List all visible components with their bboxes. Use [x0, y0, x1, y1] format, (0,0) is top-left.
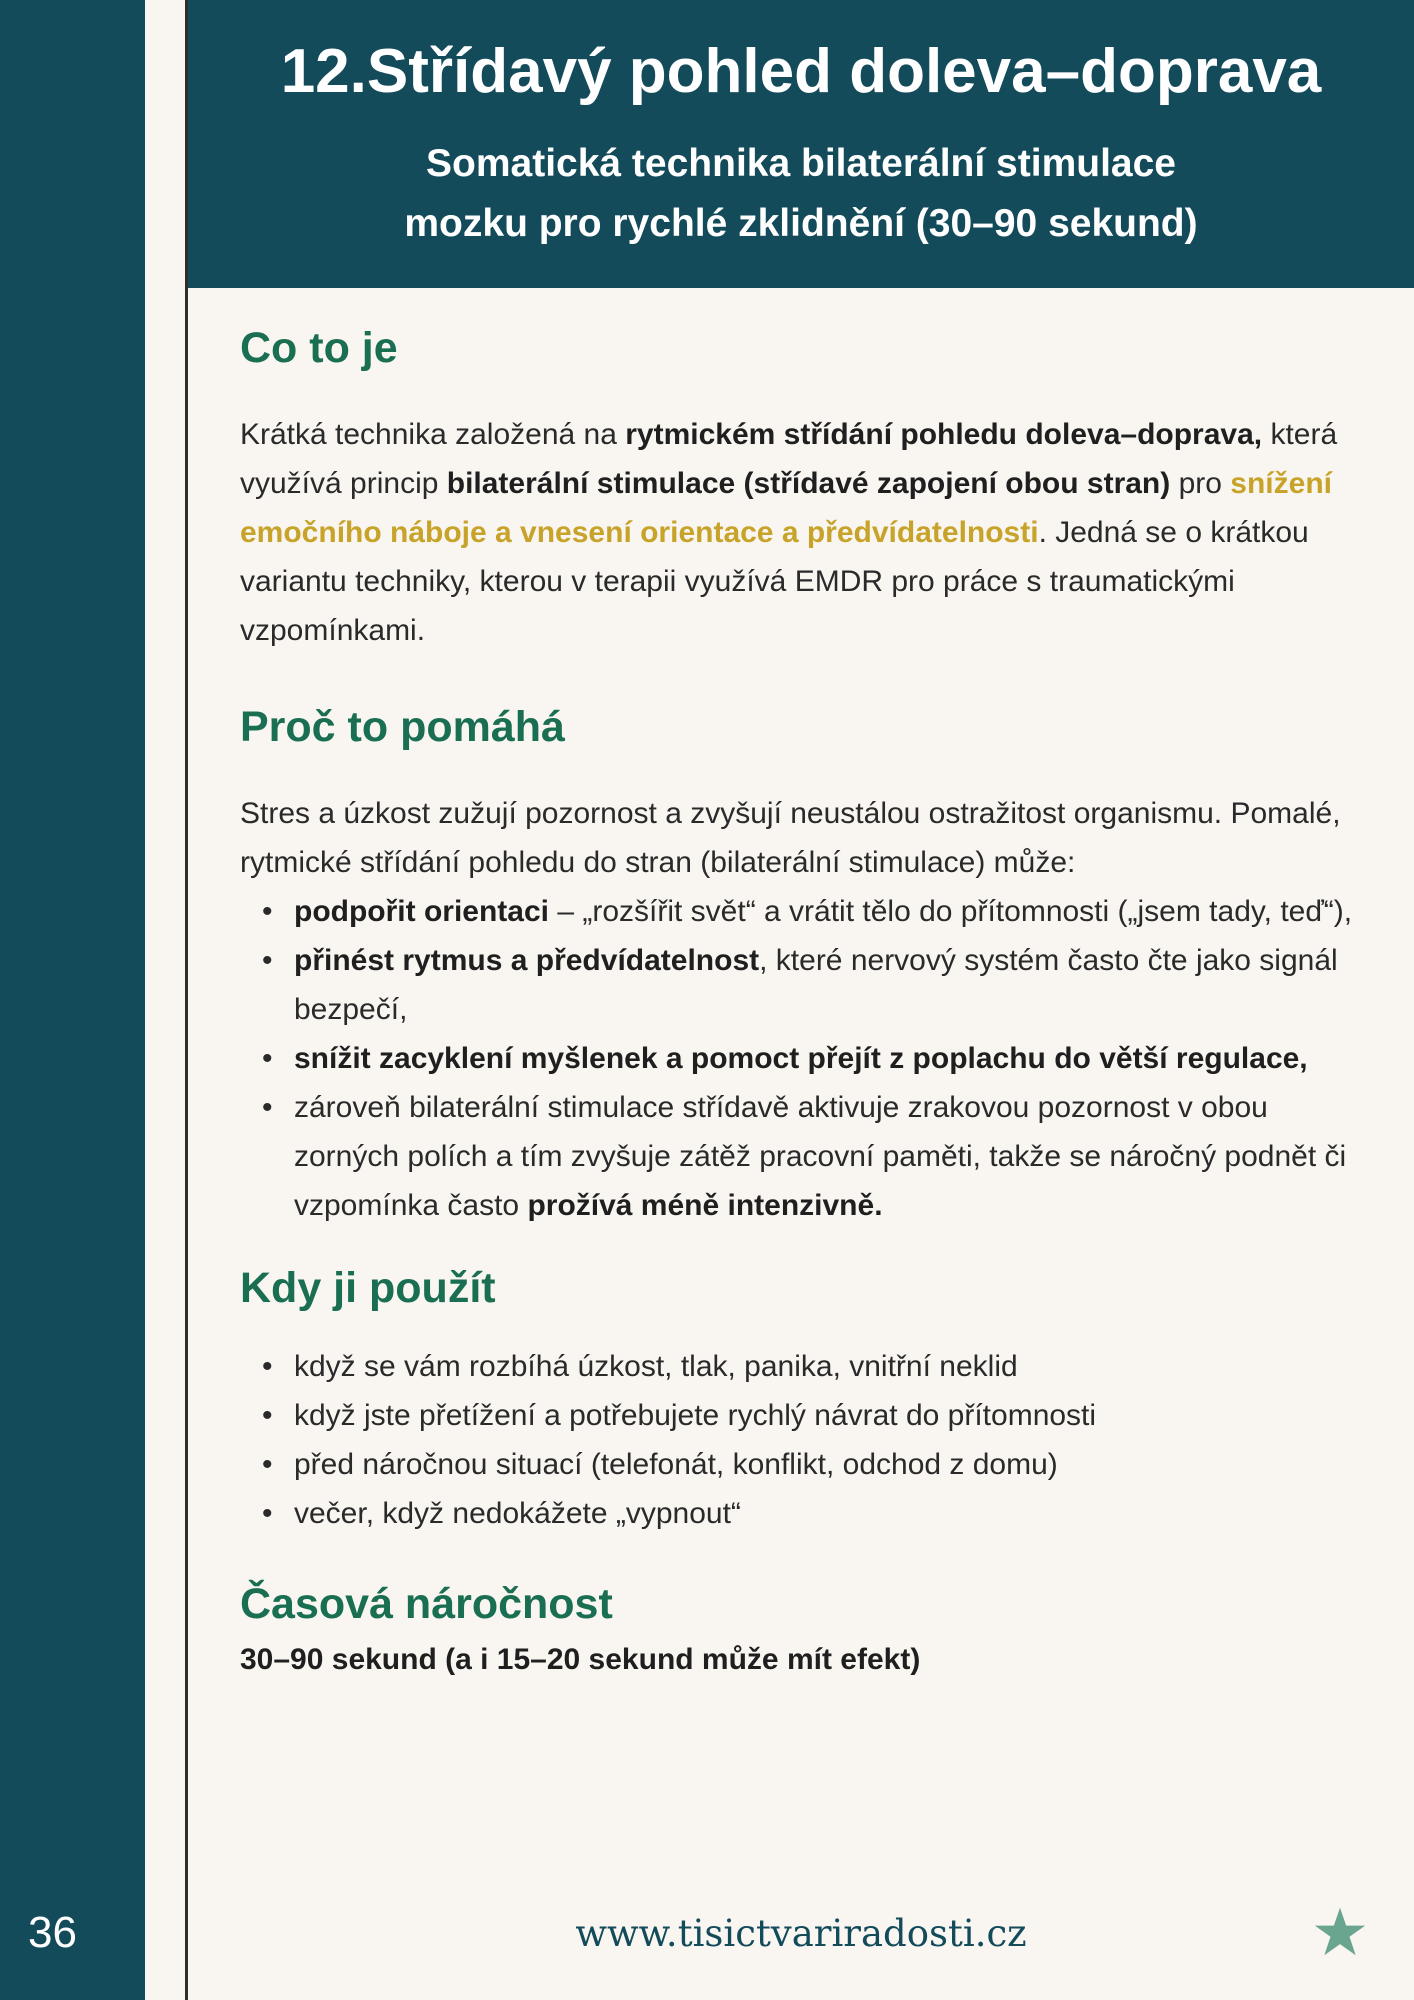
section-heading-what: Co to je: [240, 324, 398, 372]
page-subtitle: [188, 134, 1414, 254]
footer-website-url: www.tisictvariradosti.cz: [575, 1912, 1027, 1955]
subtitle-line-2: mozku pro rychlé zklidnění (30–90 sekund): [404, 202, 1198, 245]
time-value: 30–90 sekund (a i 15–20 sekund může mít efekt): [240, 1643, 921, 1676]
section-what-paragraph: [240, 410, 1360, 655]
section-why-list: [240, 887, 1360, 1230]
text-run: pro: [1170, 467, 1231, 500]
section-why-intro: Stres a úzkost zužují pozornost a zvyšují neustálou ostražitost organismu. Pomalé, rytmické střídání pohledu do stran (bilaterální stimulace) může:: [240, 797, 1341, 879]
text-run: Krátká technika založená na: [240, 418, 626, 451]
section-when-list: [240, 1342, 1360, 1538]
bold-run: podpořit orientaci: [294, 895, 549, 928]
list-item: • když jste přetížení a potřebujete rychlý návrat do přítomnosti: [240, 1391, 1360, 1440]
section-heading-when: Kdy ji použít: [240, 1264, 496, 1312]
list-item: [240, 1034, 1360, 1083]
margin-strip: [145, 0, 185, 2000]
section-heading-why: Proč to pomáhá: [240, 703, 565, 751]
vertical-rule: [185, 0, 188, 2000]
list-item: • před náročnou situací (telefonát, konflikt, odchod z domu): [240, 1440, 1360, 1489]
main-content: [240, 318, 1360, 1682]
bold-run: snížit zacyklení myšlenek a pomoct přejít z poplachu do větší regulace,: [294, 1042, 1308, 1075]
bold-run: bilaterální stimulace (střídavé zapojení obou stran): [446, 467, 1171, 500]
bold-run: přinést rytmus a předvídatelnost: [294, 944, 760, 977]
bold-run: prožívá méně intenzivně.: [527, 1189, 883, 1222]
page-number: 36: [28, 1908, 77, 1957]
list-item: [240, 936, 1360, 1034]
text-run: zároveň bilaterální stimulace střídavě aktivuje zrakovou pozornost v obou zorných polích a tím zvyšuje zátěž pracovní paměti, takže se náročný podnět či vzpomínka často: [294, 1091, 1347, 1222]
subtitle-line-1: Somatická technika bilaterální stimulace: [426, 142, 1176, 185]
list-item: [240, 1083, 1360, 1230]
list-item: [240, 887, 1360, 936]
highlight-run: snížení emočního náboje a vnesení orientace a předvídatelnosti: [240, 467, 1332, 549]
text-run: , které nervový systém často čte jako signál bezpečí,: [294, 944, 1338, 1026]
page-title: 12.Střídavý pohled doleva–doprava: [280, 37, 1322, 106]
text-run: – „rozšířit svět“ a vrátit tělo do přítomnosti („jsem tady, teď“),: [549, 895, 1353, 928]
bold-run: rytmickém střídání pohledu doleva–doprava,: [625, 418, 1263, 451]
list-item: • večer, když nedokážete „vypnout“: [240, 1489, 1360, 1538]
left-sidebar-bar: [0, 0, 145, 2000]
page-header: [188, 0, 1414, 288]
star-icon: [1312, 1906, 1368, 1962]
text-run: . Jedná se o krátkou variantu techniky, kterou v terapii využívá EMDR pro práce s traumatickými vzpomínkami.: [240, 516, 1309, 647]
text-run: která využívá princip: [240, 418, 1338, 500]
section-heading-time: Časová náročnost: [240, 1580, 613, 1628]
list-item: • když se vám rozbíhá úzkost, tlak, panika, vnitřní neklid: [240, 1342, 1360, 1391]
